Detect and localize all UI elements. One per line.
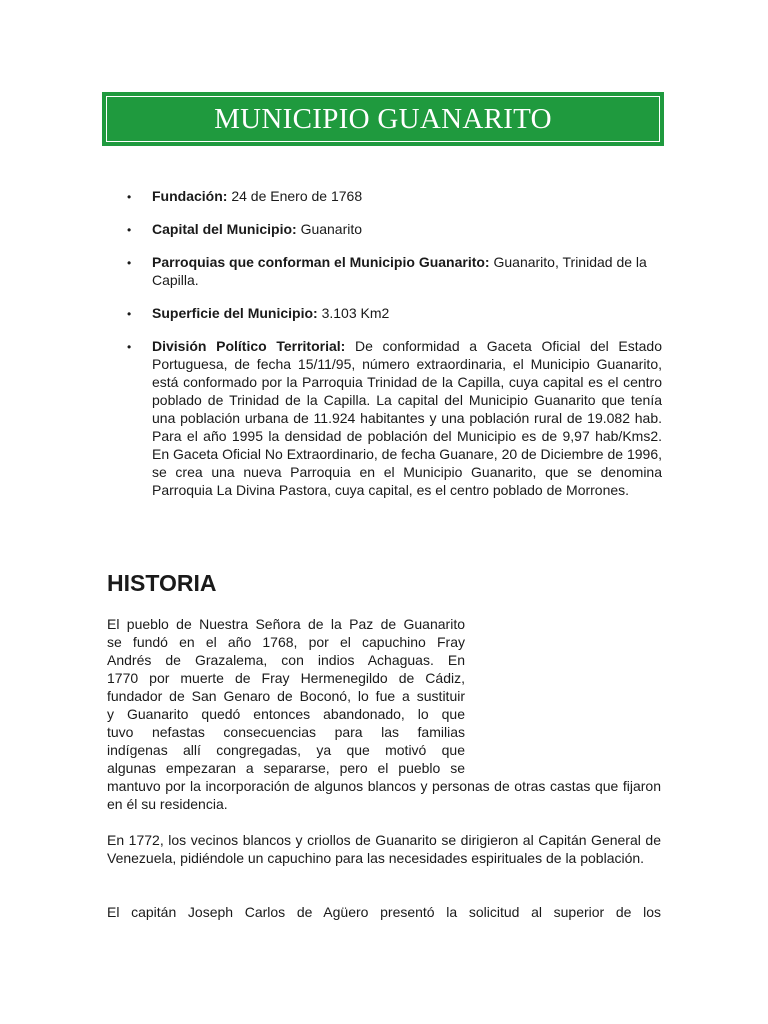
paragraph-continuation: mantuvo por la incorporación de algunos blancos y personas de otras castas que fijaron en él su residencia. (107, 778, 661, 812)
historia-paragraph-3: El capitán Joseph Carlos de Agüero presentó la solicitud al superior de los (107, 904, 661, 920)
fact-label: Fundación: (152, 188, 228, 204)
fact-label: Parroquias que conforman el Municipio Guanarito: (152, 254, 490, 270)
bullet-icon: • (127, 340, 132, 354)
title-frame (106, 96, 660, 142)
paragraph-line: El pueblo de Nuestra Señora de la Paz de Guanarito (107, 616, 465, 632)
paragraph-line: se fundó en el año 1768, por el capuchino Fray (107, 634, 465, 650)
list-item-superficie (127, 304, 662, 322)
list-item-parroquias (127, 253, 662, 289)
fact-value: Guanarito (300, 221, 363, 237)
fact-label: División Político Territorial: (152, 338, 346, 354)
title-banner (102, 92, 664, 146)
paragraph-line: 1770 por muerte de Fray Hermenegildo de Cádiz, (107, 670, 465, 686)
paragraph-line: Andrés de Grazalema, con indios Achaguas. En (107, 652, 465, 668)
fact-label: Capital del Municipio: (152, 221, 297, 237)
list-item-fundacion (127, 187, 662, 205)
fact-value: 24 de Enero de 1768 (231, 188, 363, 204)
paragraph-line: tuvo nefastas consecuencias para las familias (107, 724, 465, 740)
bullet-icon: • (127, 307, 132, 321)
page-title: MUNICIPIO GUANARITO (214, 102, 552, 135)
section-heading-historia: HISTORIA (107, 570, 217, 596)
fact-label: Superficie del Municipio: (152, 305, 318, 321)
historia-paragraph-1 (107, 615, 661, 813)
paragraph-line: y Guanarito quedó entonces abandonado, lo que (107, 706, 465, 722)
fact-value: De conformidad a Gaceta Oficial del Estado Portuguesa, de fecha 15/11/95, número extraordinaria, el Municipio Guanarito, está conformado por la Parroquia Trinidad de la Capilla, cuya capital es el centro poblado de Trinidad de la Capilla. La capital del Municipio Guanarito que tenía una población urbana de 11.924 habitantes y una población rural de 19.082 hab. Para el año 1995 la densidad de población del Municipio es de 9,97 hab/Kms2. En Gaceta Oficial No Extraordinario, de fecha Guanare, 20 de Diciembre de 1996, se crea una nueva Parroquia en el Municipio Guanarito, que se denomina Parroquia La Divina Pastora, cuya capital, es el centro poblado de Morrones. (152, 338, 662, 498)
fact-value: Guanarito, Trinidad de la Capilla. (152, 254, 647, 288)
bullet-icon: • (127, 190, 132, 204)
paragraph-line: algunas empezaran a separarse, pero el pueblo se (107, 760, 465, 776)
bullet-icon: • (127, 256, 132, 270)
list-item-capital (127, 220, 662, 238)
historia-paragraph-2: En 1772, los vecinos blancos y criollos de Guanarito se dirigieron al Capitán General de Venezuela, pidiéndole un capuchino para las necesidades espirituales de la población. (107, 832, 661, 866)
bullet-icon: • (127, 223, 132, 237)
list-item-division (127, 337, 662, 499)
facts-list (0, 187, 768, 514)
fact-value: 3.103 Km2 (321, 305, 390, 321)
paragraph-line: fundador de San Genaro de Boconó, lo fue a sustituir (107, 688, 465, 704)
paragraph-line: indígenas allí congregadas, ya que motivó que (107, 742, 465, 758)
